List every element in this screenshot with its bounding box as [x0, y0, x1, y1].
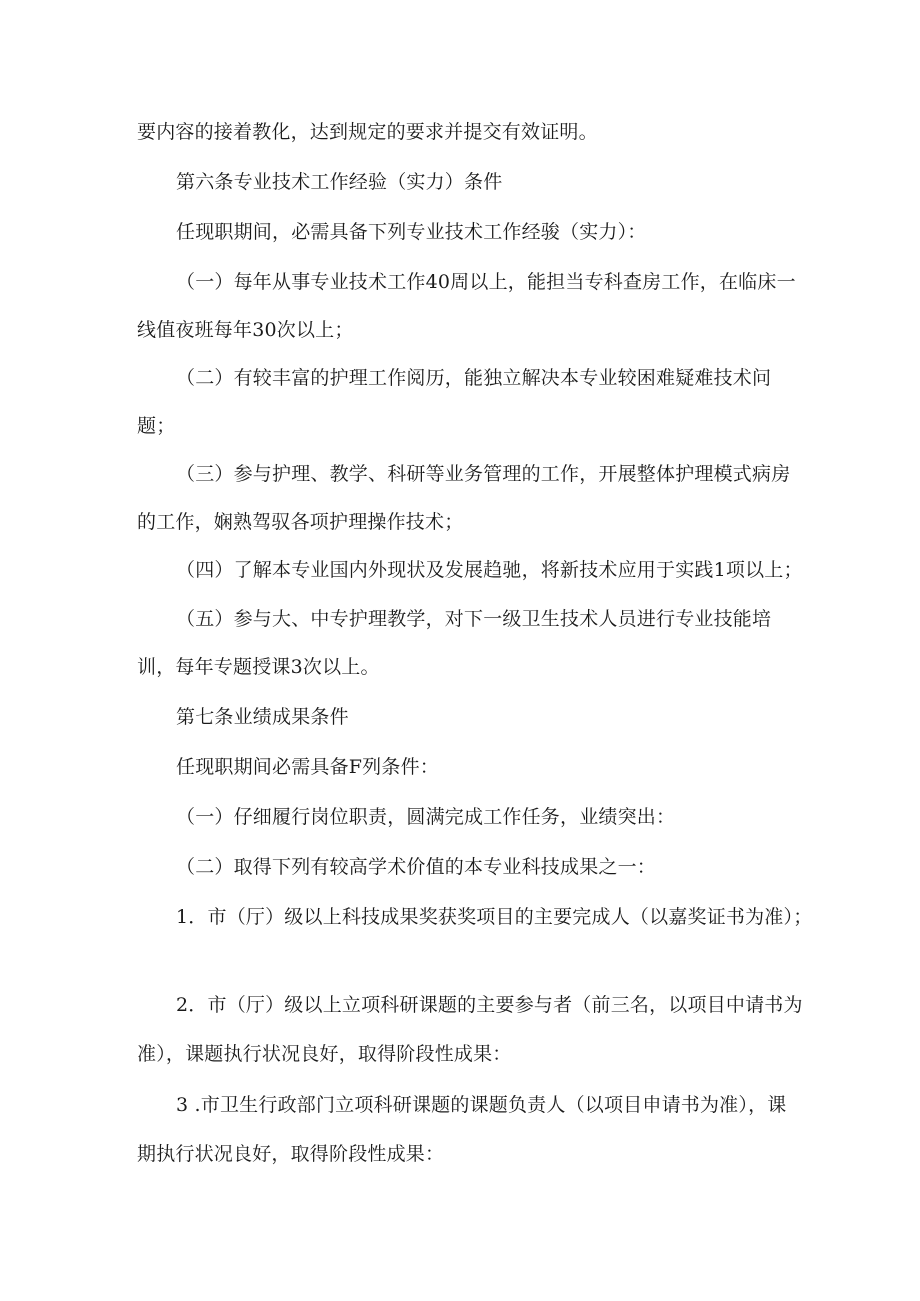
list-item: 1．市（厅）级以上科技成果奖获奖项目的主要完成人（以嘉奖证书为准）；: [176, 906, 813, 928]
list-item: 3 .市卫生行政部门立项科研课题的课题负责人（以项目申请书为准），课: [176, 1094, 787, 1116]
text-line: 题；: [137, 415, 176, 437]
text-line: 期执行状况良好，取得阶段性成果：: [137, 1143, 445, 1165]
list-item: （一）仔细履行岗位职责，圆满完成工作任务，业绩突出：: [176, 806, 676, 828]
list-item: （二）有较丰富的护理工作阅历，能独立解决本专业较困难疑难技术问: [176, 367, 772, 389]
list-item: （二）取得下列有较高学术价值的本专业科技成果之一：: [176, 856, 657, 878]
text-line: 任现职期间，必需具备下列专业技术工作经骏（实力）：: [176, 221, 647, 243]
list-item: （五）参与大、中专护理教学，对下一级卫生技术人员进行专业技能培: [176, 608, 772, 630]
list-item: （四）了解本专业国内外现状及发展趋驰，将新技术应用于实践1项以上；: [176, 559, 803, 581]
section-heading: 第七条业绩成果条件: [176, 706, 349, 728]
text-line: 线值夜班每年30次以上；: [137, 319, 354, 341]
text-line: 要内容的接着教化，达到规定的要求并提交有效证明。: [137, 121, 598, 143]
section-heading: 第六条专业技术工作经验（实力）条件: [176, 171, 503, 193]
text-line: 的工作，娴熟驾驭各项护理操作技术；: [137, 511, 464, 533]
text-line: 训，每年专题授课3次以上。: [137, 656, 380, 678]
list-item: （三）参与护理、教学、科研等业务管理的工作，开展整体护理模式病房: [176, 463, 791, 485]
list-item: 2．市（厅）级以上立项科研课题的主要参与者（前三名，以项目中请书为: [176, 994, 803, 1016]
text-line: 任现职期间必需具备F列条件：: [176, 756, 439, 778]
text-line: 准），课题执行状况良好，取得阶段性成果：: [137, 1043, 512, 1065]
list-item: （一）每年从事专业技术工作40周以上，能担当专科查房工作，在临床一: [176, 271, 796, 293]
